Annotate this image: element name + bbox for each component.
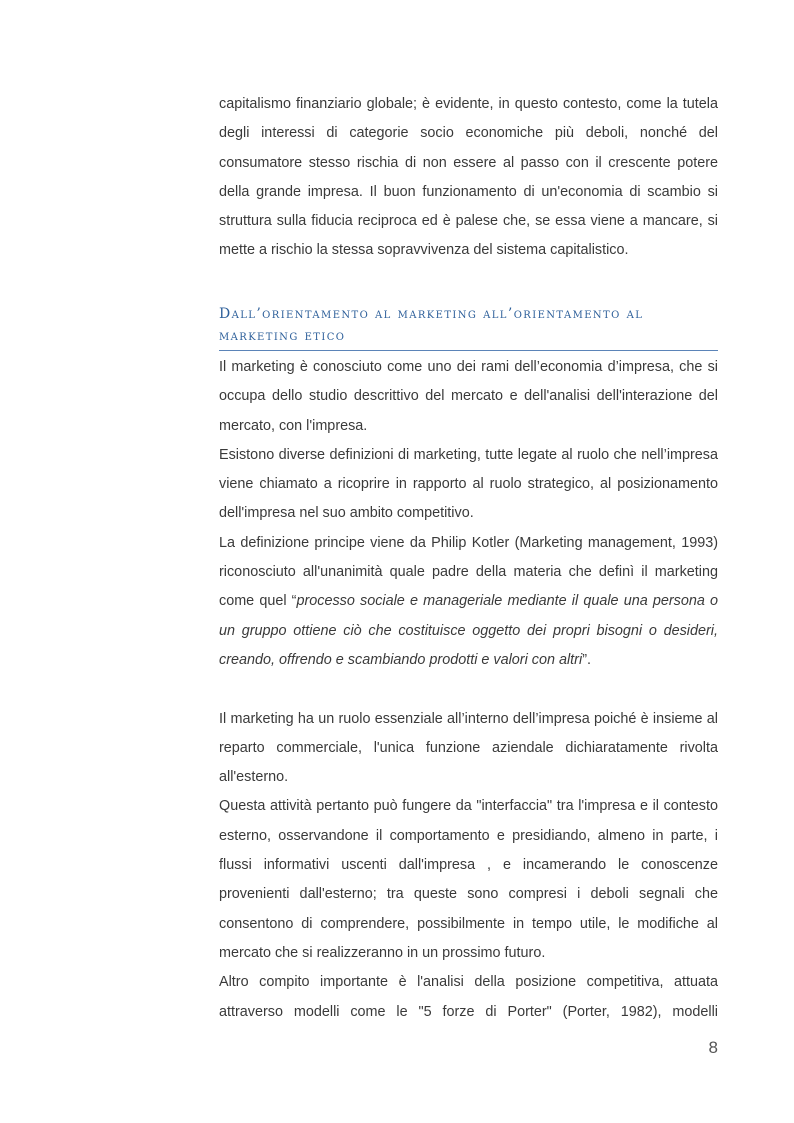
paragraph-definitions: Esistono diverse definizioni di marketing, tutte legate al ruolo che nell’impresa viene chiamato a ricoprire in rapporto al ruolo strategico, al posizionamento dell'impresa nel suo ambito competitivo. <box>219 446 718 522</box>
paragraph-interface: Questa attività pertanto può fungere da "interfaccia" tra l'impresa e il contesto esterno, osservandone il comportamento e presidiando, almeno in parte, i flussi informativi uscenti dall'impresa , e incamerando le conoscenze provenienti dall'esterno; tra queste sono compresi i deboli segnali che consentono di comprendere, possibilmente in tempo utile, le modifiche al mercato che si realizzeranno in un prossimo futuro. <box>219 798 718 961</box>
paragraph-marketing-role: Il marketing ha un ruolo essenziale all’interno dell’impresa poiché è insieme al reparto commerciale, l'unica funzione aziendale dichiaratamente rivolta all'esterno. <box>219 710 718 786</box>
intro-paragraph: capitalismo finanziario globale; è evidente, in questo contesto, come la tutela degli interessi di categorie socio economiche più deboli, nonché del consumatore stesso rischia di non essere al passo con il crescente potere della grande impresa. Il buon funzionamento di un'economia di scambio si struttura sulla fiducia reciproca ed è palese che, se essa viene a mancare, si mette a rischio la stessa sopravvivenza del sistema capitalistico. <box>219 96 718 259</box>
paragraph-marketing-definition: Il marketing è conosciuto come uno dei rami dell’economia d’impresa, che si occupa dello studio descrittivo del mercato e dell'analisi dell'interazione del mercato, con l'impresa. <box>219 359 718 434</box>
section-heading-line-1: Dall’orientamento al marketing all’orientamento al <box>219 306 644 322</box>
paragraph-gap <box>219 675 718 704</box>
paragraph-kotler <box>219 529 718 675</box>
section-heading-line-2: marketing etico <box>219 328 346 344</box>
section-body <box>219 353 718 1027</box>
kotler-quote-close: ”. <box>582 651 591 668</box>
page-number: 8 <box>708 1038 718 1057</box>
kotler-quote: processo sociale e manageriale mediante il quale una persona o un gruppo ottiene ciò che costituisce oggetto dei propri bisogni o desideri, creando, offrendo e scambiando prodotti e valori con altri <box>219 593 718 668</box>
kotler-lead-text: La definizione principe viene da Philip Kotler (Marketing management, 1993) riconosciuto all'unanimità quale padre della materia che definì il marketing come quel “ <box>219 534 718 610</box>
paragraph-competitive-analysis: Altro compito importante è l'analisi della posizione competitiva, attuata attraverso modelli come le "5 forze di Porter" (Porter, 1982), modelli <box>219 974 718 1020</box>
section-heading <box>219 303 718 351</box>
